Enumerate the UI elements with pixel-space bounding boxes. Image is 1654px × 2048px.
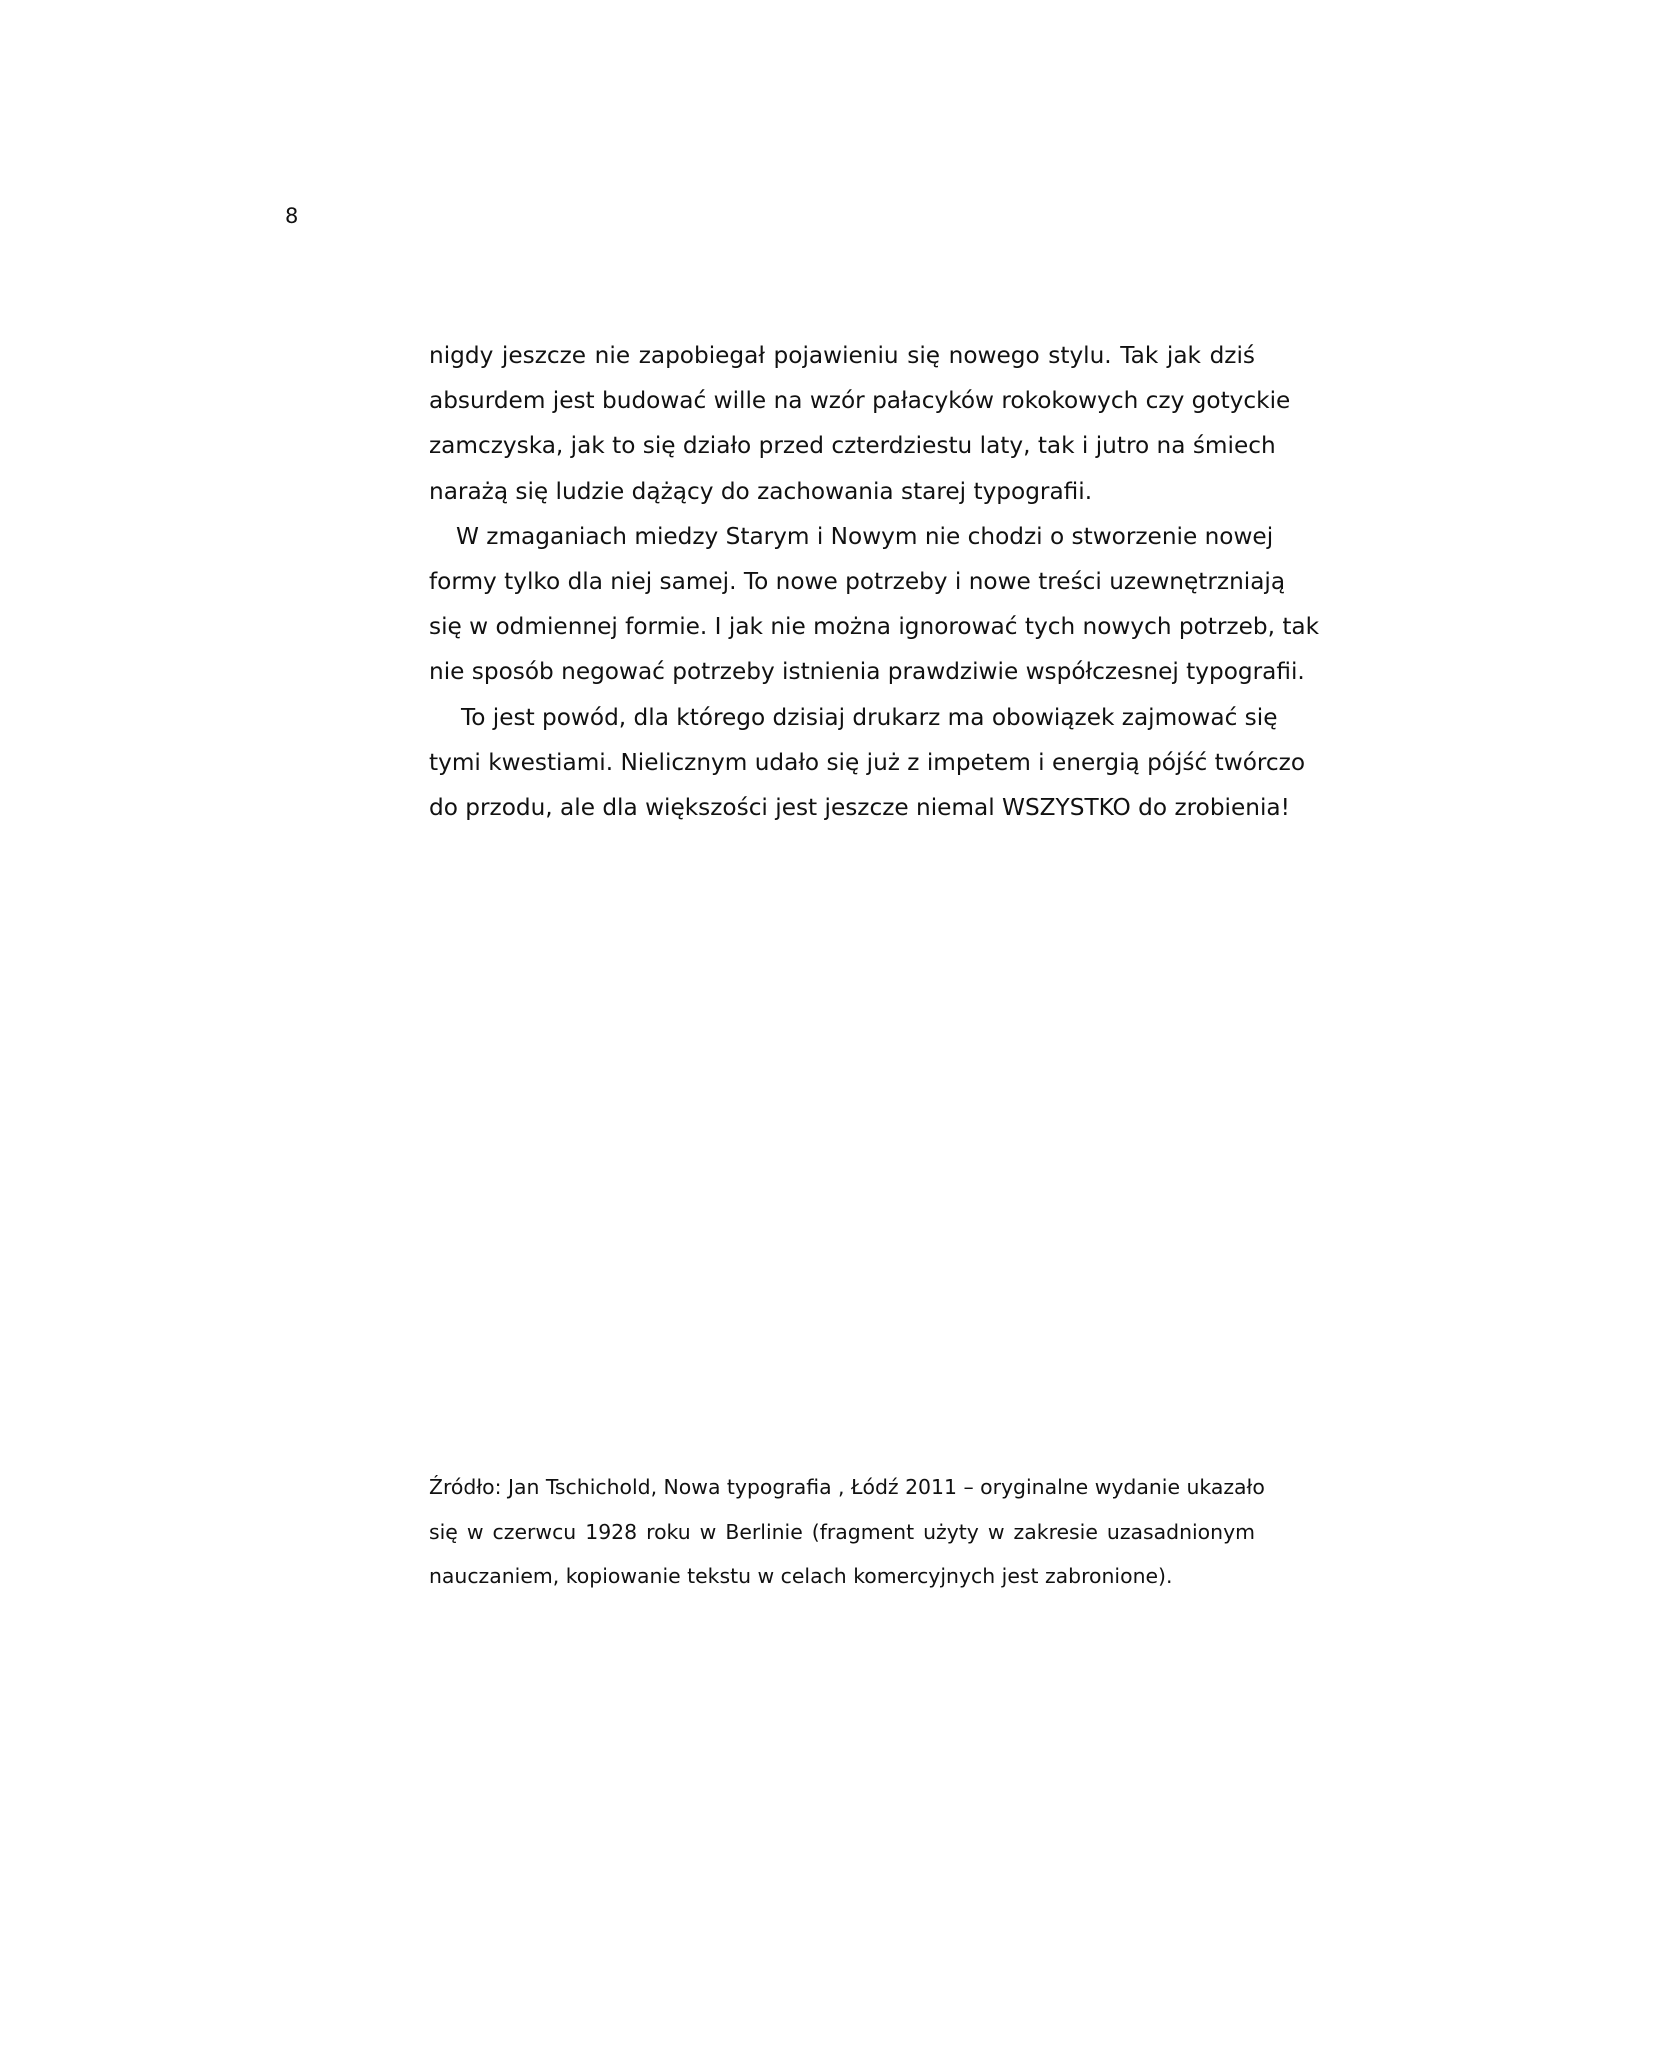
paragraph: [429, 333, 1291, 514]
paragraph: [429, 514, 1320, 695]
text-line: narażą się ludzie dążący do zachowania starej typografii.: [429, 477, 1093, 505]
text-line: absurdem jest budować wille na wzór pałacyków rokokowych czy gotyckie: [429, 387, 1291, 415]
paragraph: [429, 695, 1306, 831]
main-text: [429, 333, 1320, 830]
text-line: W zmaganiach miedzy Starym i Nowym nie chodzi o stworzenie nowej: [456, 522, 1274, 550]
text-line: do przodu, ale dla większości jest jeszcze niemal WSZYSTKO do zrobienia!: [429, 794, 1290, 822]
text-line: zamczyska, jak to się działo przed czterdziestu laty, tak i jutro na śmiech: [429, 432, 1276, 460]
source-line: się w czerwcu 1928 roku w Berlinie (fragment użyty w zakresie uzasadnionym: [429, 1519, 1255, 1544]
text-line: nigdy jeszcze nie zapobiegał pojawieniu się nowego stylu. Tak jak dziś: [429, 342, 1255, 369]
text-line: formy tylko dla niej samej. To nowe potrzeby i nowe treści uzewnętrzniają: [429, 568, 1286, 596]
text-line: To jest powód, dla którego dzisiaj drukarz ma obowiązek zajmować się: [461, 703, 1278, 731]
source-line: nauczaniem, kopiowanie tekstu w celach komercyjnych jest zabronione).: [429, 1564, 1173, 1589]
text-line: tymi kwestiami. Nielicznym udało się już z impetem i energią pójść twórczo: [429, 748, 1306, 776]
source-line: Źródło: Jan Tschichold, Nowa typografia , Łódź 2011 – oryginalne wydanie ukazało: [429, 1475, 1265, 1499]
page-number: 8: [285, 204, 299, 228]
text-line: się w odmiennej formie. I jak nie można ignorować tych nowych potrzeb, tak: [429, 613, 1320, 641]
text-line: nie sposób negować potrzeby istnienia prawdziwie współczesnej typografii.: [429, 658, 1305, 686]
source-note: [429, 1465, 1265, 1599]
